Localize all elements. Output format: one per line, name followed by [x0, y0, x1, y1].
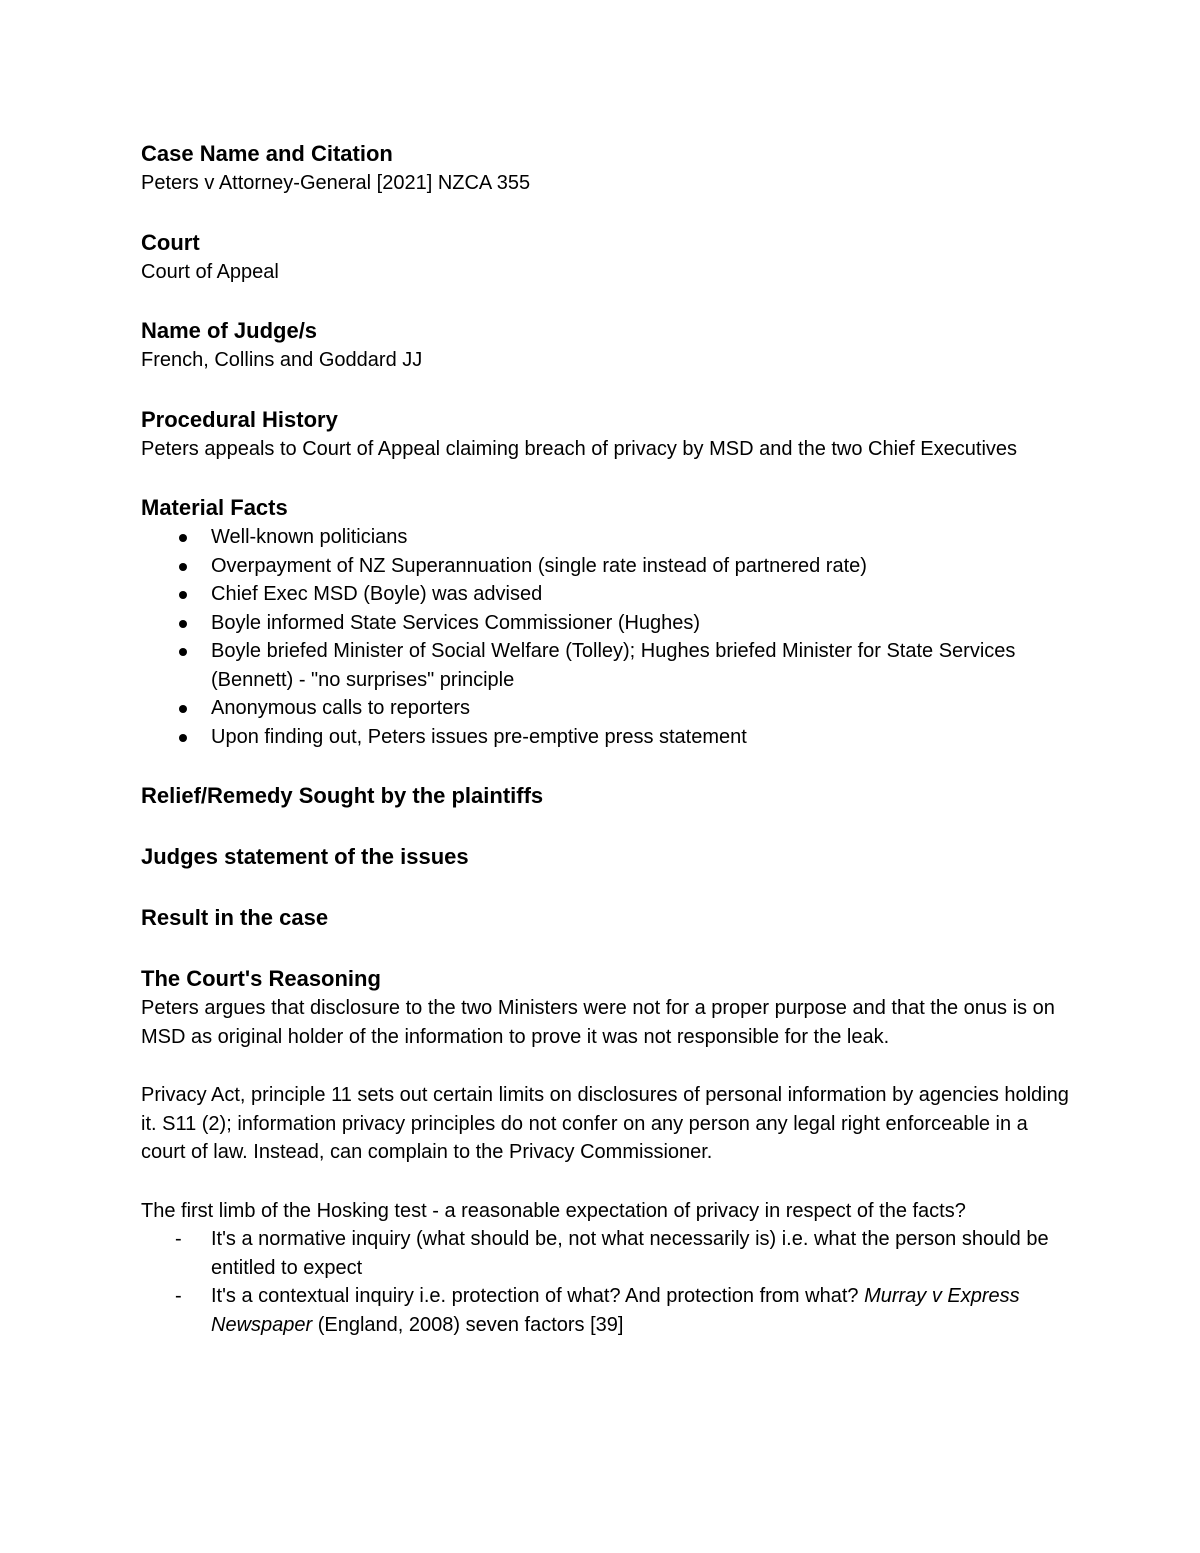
bullet-icon [179, 534, 187, 542]
list-item [141, 552, 1071, 581]
procedural-history-section [141, 405, 1071, 464]
judges-section [141, 316, 1071, 375]
result-heading: Result in the case [141, 905, 329, 930]
list-item [141, 1225, 1071, 1282]
issues-heading: Judges statement of the issues [141, 844, 469, 869]
material-facts-section [141, 493, 1071, 751]
list-item [141, 609, 1071, 638]
material-facts-list [141, 523, 1071, 751]
list-item-text: Boyle briefed Minister of Social Welfare (Tolley); Hughes briefed Minister for State Services (Bennett) - "no surprises" principle [211, 640, 1016, 691]
list-item-text: It's a normative inquiry (what should be, not what necessarily is) i.e. what the person should be entitled to expect [211, 1228, 1049, 1279]
case-name-text: Peters v Attorney-General [2021] NZCA 355 [141, 172, 531, 194]
reasoning-dash-list [141, 1225, 1071, 1339]
list-item-text: Upon finding out, Peters issues pre-emptive press statement [211, 725, 747, 748]
bullet-icon [179, 563, 187, 571]
bullet-icon [179, 591, 187, 599]
case-name-section [141, 139, 1071, 198]
reasoning-paragraph: The first limb of the Hosking test - a reasonable expectation of privacy in respect of the facts? [141, 1199, 966, 1222]
list-item [141, 523, 1071, 552]
list-item [141, 1282, 1071, 1339]
reasoning-paragraph: Privacy Act, principle 11 sets out certain limits on disclosures of personal information by agencies holding it. S11 (2); information privacy principles do not confer on any person any legal right enforceable in a court of law. Instead, can complain to the Privacy Commissioner. [141, 1084, 1069, 1163]
court-text: Court of Appeal [141, 260, 279, 283]
list-item [141, 637, 1071, 694]
court-section [141, 228, 1071, 287]
list-item [141, 723, 1071, 752]
court-heading: Court [141, 229, 200, 255]
judges-text: French, Collins and Goddard JJ [141, 349, 423, 371]
reasoning-section [141, 964, 1071, 1339]
procedural-history-heading: Procedural History [141, 406, 338, 432]
list-item [141, 694, 1071, 723]
list-item-text: (England, 2008) seven factors [39] [312, 1313, 624, 1336]
judges-heading: Name of Judge/s [141, 318, 318, 343]
procedural-history-text: Peters appeals to Court of Appeal claiming breach of privacy by MSD and the two Chief Executives [141, 437, 1018, 460]
dash-marker: - [175, 1285, 182, 1307]
bullet-icon [179, 705, 187, 713]
list-item-text: Well-known politicians [211, 526, 408, 548]
list-item [141, 580, 1071, 609]
list-item-text: Overpayment of NZ Superannuation (single rate instead of partnered rate) [211, 554, 867, 577]
dash-marker: - [175, 1228, 182, 1250]
bullet-icon [179, 620, 187, 628]
bullet-icon [179, 648, 187, 656]
bullet-icon [179, 734, 187, 742]
case-name-heading: Case Name and Citation [141, 141, 393, 166]
material-facts-heading: Material Facts [141, 495, 288, 520]
relief-heading: Relief/Remedy Sought by the plaintiffs [141, 783, 544, 808]
case-citation-italic: Murray v Express Newspaper [211, 1285, 1020, 1336]
reasoning-paragraph: Peters argues that disclosure to the two Ministers were not for a proper purpose and that the onus is on MSD as original holder of the information to prove it was not responsible for the leak. [141, 997, 1055, 1048]
reasoning-heading: The Court's Reasoning [141, 966, 381, 991]
list-item-text: Anonymous calls to reporters [211, 697, 471, 719]
list-item-text: Chief Exec MSD (Boyle) was advised [211, 583, 543, 605]
list-item-text: Boyle informed State Services Commissioner (Hughes) [211, 611, 701, 634]
list-item-text: It's a contextual inquiry i.e. protection of what? And protection from what? [211, 1285, 865, 1307]
document-page [141, 139, 1071, 1339]
